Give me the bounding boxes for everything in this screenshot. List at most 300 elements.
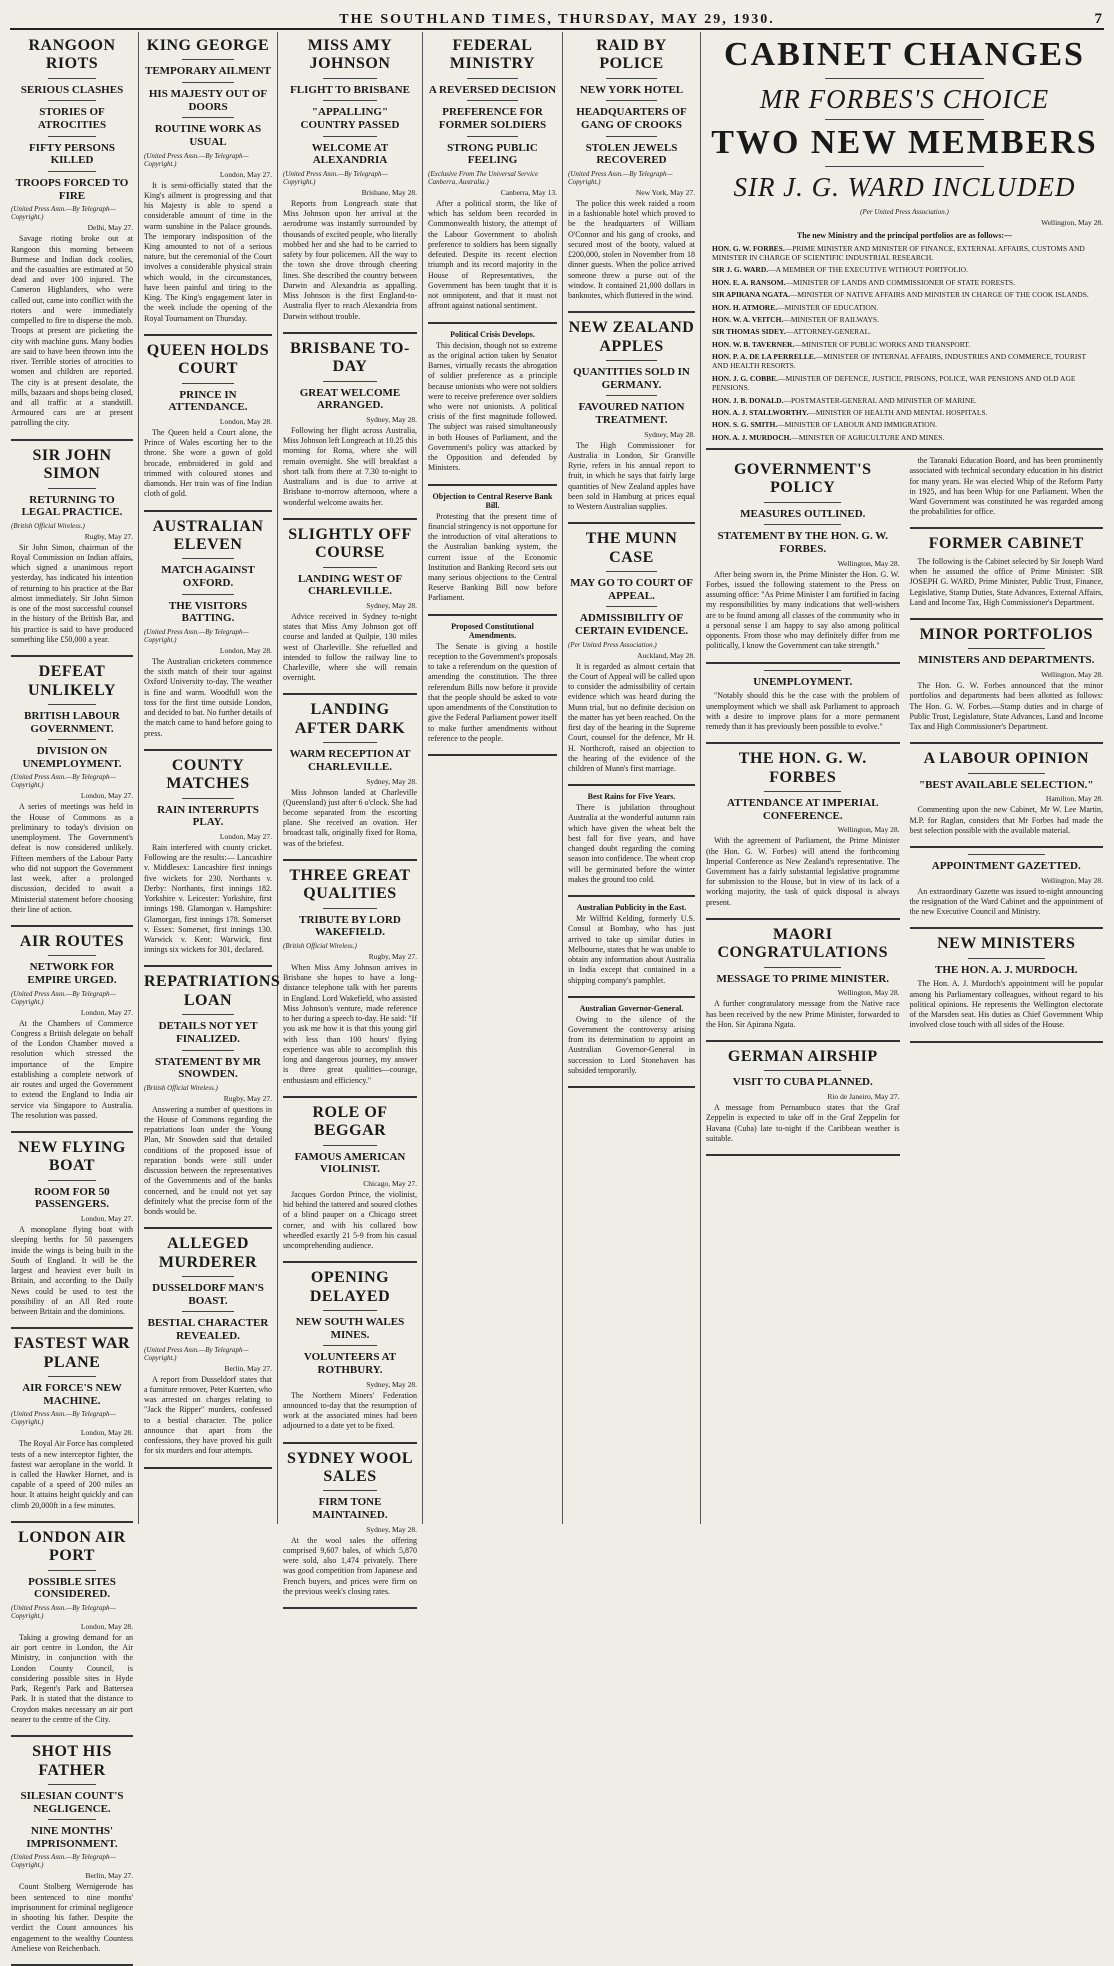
- divider-rule: [323, 908, 377, 909]
- story-dateline: Sydney, May 28.: [366, 600, 417, 610]
- story-deck: NEW SOUTH WALES MINES.: [295, 1316, 405, 1341]
- story-separator: [283, 1442, 417, 1444]
- story-body: Mr Wilfrid Kelding, formerly U.S. Consul at Bombay, who has just arrived to take up similar duties in Melbourne, states that he was unable to obtain any information about Australia in India except that contained in a shipping company's pamphlet.: [568, 914, 695, 985]
- story-deck: FLIGHT TO BRISBANE: [290, 83, 410, 96]
- story-deck: TRIBUTE BY LORD WAKEFIELD.: [299, 913, 401, 939]
- story-dateline: Sydney, May 28.: [644, 429, 695, 439]
- news-story: [706, 926, 900, 1030]
- story-dateline: Wellington, May 28.: [1041, 670, 1103, 680]
- news-story: [283, 867, 417, 1086]
- story-separator: [283, 859, 417, 861]
- story-dateline: Sydney, May 28.: [366, 414, 417, 424]
- story-headline: SHOT HIS FATHER: [32, 1743, 112, 1779]
- column-2: [139, 32, 281, 1524]
- divider-rule: [48, 1180, 97, 1181]
- minister-entry: [706, 327, 1103, 336]
- headline-forbes-choice: MR FORBES'S CHOICE: [759, 84, 1050, 114]
- story-deck: THE VISITORS BATTING.: [168, 599, 248, 625]
- divider-rule: [467, 136, 519, 137]
- story-credit: (United Press Assn.—By Telegraph—Copyright.): [144, 627, 249, 644]
- story-separator: [144, 1467, 272, 1469]
- divider-rule: [467, 78, 519, 79]
- news-story: [706, 750, 900, 908]
- divider-rule: [182, 82, 233, 83]
- news-story: [910, 854, 1104, 917]
- story-separator: [11, 655, 133, 657]
- story-body: A series of meetings was held in the House of Commons as a preliminary to today's division on unemployment. The Government's defeat is now considered unlikely. Fifteen members of the Labour Party who did not support the Government last week, after a prolonged discussion, decided to await a Ministerial statement before choosing their line of action.: [11, 802, 133, 914]
- headline-cabinet-changes: CABINET CHANGES: [724, 36, 1085, 73]
- news-story: [144, 342, 272, 500]
- story-deck: QUANTITIES SOLD IN GERMANY.: [573, 366, 690, 391]
- story-separator: [910, 618, 1104, 620]
- divider-rule: [48, 739, 97, 740]
- news-story: [568, 530, 695, 774]
- divider-rule: [323, 136, 377, 137]
- story-credit: (United Press Assn.—By Telegraph—Copyright.): [11, 989, 116, 1006]
- story-headline: AUSTRALIAN ELEVEN: [152, 517, 264, 553]
- story-deck: POSSIBLE SITES CONSIDERED.: [28, 1575, 116, 1601]
- story-body: The Hon. A. J. Murdoch's appointment will be popular among his Parliamentary colleagues, without regard to his political opinions. He represents the Wellington electorate of the Marsden seat. His duties as Chief Government Whip involved close touch with all sides of the House.: [909, 979, 1103, 1030]
- story-dateline: Auckland, May 28.: [637, 650, 695, 660]
- news-story: [144, 37, 272, 324]
- minister-entry: [706, 352, 1103, 371]
- story-deck: STOLEN JEWELS RECOVERED: [585, 141, 678, 167]
- story-deck: ADMISSIBILITY OF CERTAIN EVIDENCE.: [574, 612, 689, 638]
- story-headline: SLIGHTLY OFF COURSE: [288, 525, 412, 562]
- story-dateline: London, May 27.: [219, 169, 272, 179]
- story-body: It is semi-officially stated that the King's ailment is progressing and that his Majesty is able to spend a considerable amount of time in the warm sunshine in the Palace grounds. The temporary indisposition of the King amounted to not of a serious nature, but the ceremonial of the Court involves a considerable physical strain which would, in the circumstances, have been painful and tiring to the King. The King's engagement later in the week include the opening of the Royal Tournament on Thursday.: [144, 180, 272, 323]
- story-deck: APPOINTMENT GAZETTED.: [931, 859, 1081, 872]
- divider-rule: [323, 381, 377, 382]
- story-separator: [568, 784, 695, 786]
- ministry-list: [706, 244, 1103, 442]
- story-headline: FEDERAL MINISTRY: [449, 37, 536, 73]
- story-headline: ROLE OF BEGGAR: [312, 1103, 388, 1140]
- divider-rule: [606, 395, 657, 396]
- story-body: After being sworn in, the Prime Minister the Hon. G. W. Forbes, issued the following statement to the Press on assuming office: "As Prime Minister I am fortified in facing my responsibilities by many indications that well-wishers are to be found among all classes of the community who in a personal sense I am happy to say also among political opponents. From those who may definitely differ from me politically, I know the Government can take strength.": [706, 569, 900, 651]
- divider-rule: [606, 360, 657, 361]
- story-body: Advice received in Sydney to-night states that Miss Amy Johnson got off course and landed at Quilpie, 130 miles west of Charleville. She refuelled and intended to follow the railway line to Charleville, where she will remain overnight.: [283, 611, 417, 683]
- story-subheading: Australian Governor-General.: [579, 1003, 684, 1013]
- story-separator: [283, 518, 417, 520]
- story-deck: MESSAGE TO PRIME MINISTER.: [716, 972, 890, 985]
- story-separator: [910, 742, 1104, 744]
- divider-rule: [182, 117, 233, 118]
- story-deck: FAMOUS AMERICAN VIOLINIST.: [294, 1150, 406, 1176]
- minister-role: —MINISTER OF RAILWAYS.: [783, 314, 879, 324]
- story-dateline: London, May 27.: [80, 1007, 133, 1017]
- story-separator: [910, 1041, 1104, 1043]
- story-separator: [11, 439, 133, 441]
- minister-role: —POSTMASTER-GENERAL AND MINISTER OF MARINE.: [783, 395, 977, 405]
- story-dateline: London, May 28.: [219, 416, 272, 426]
- minister-role: —MINISTER OF PUBLIC WORKS AND TRANSPORT.: [794, 339, 971, 349]
- story-body: Following her flight across Australia, Miss Johnson left Longreach at 10.25 this morning for Roma, where she will remain overnight. She will breakfast a short talk from there at 7.30 to-night to Australians and is due to arrive at Brisbane to-morrow afternoon, where a wonderful welcome awaits her.: [283, 425, 417, 507]
- story-body: At the wool sales the offering comprised 9,607 bales, of which 5,870 were sold, also 1,474 privately. There was good competition from Japanese and French buyers, and prices were firm on the previous week's closing rates.: [283, 1535, 417, 1596]
- story-deck: SILESIAN COUNT'S NEGLIGENCE.: [20, 1789, 124, 1815]
- minister-role: —MINISTER OF DEFENCE, JUSTICE, PRISONS, POLICE, WAR PENSIONS AND OLD AGE PENSIONS.: [712, 373, 1076, 393]
- story-body: the Taranaki Education Board, and has been prominently associated with technical secondary education in his district for many years. He was elected Whip of the Reform Party in 1925, and has been Whip for one Parliament. When the Ward Government was constituted he was regarded among the probabilities for office.: [909, 456, 1103, 517]
- news-story: [11, 1335, 133, 1511]
- story-deck: STATEMENT BY MR SNOWDEN.: [155, 1055, 261, 1081]
- divider-rule: [323, 742, 377, 743]
- story-deck: DIVISION ON UNEMPLOYMENT.: [22, 745, 122, 770]
- story-separator: [283, 693, 417, 695]
- minister-name: HON. G. W. FORBES.: [712, 243, 785, 253]
- story-deck: GREAT WELCOME ARRANGED.: [299, 386, 401, 412]
- divider-rule: [48, 704, 97, 705]
- news-story: [568, 1004, 695, 1076]
- news-story: [428, 37, 557, 312]
- divider-rule: [606, 100, 657, 101]
- story-deck: PRINCE IN ATTENDANCE.: [168, 388, 248, 414]
- story-separator: [144, 510, 272, 512]
- cabinet-columns: [706, 456, 1103, 1162]
- minister-name: HON. W. B. TAVERNER.: [712, 339, 795, 349]
- minister-entry: [706, 278, 1103, 287]
- story-deck: SERIOUS CLASHES: [20, 83, 124, 96]
- story-headline: RANGOON RIOTS: [28, 37, 116, 73]
- minister-entry: [706, 396, 1103, 405]
- story-body: Savage rioting broke out at Rangoon this morning between Burmese and Indian dock coolies, and the casualties are estimated at 50 dead and over 100 injured. The Cameron Highlanders, who were called out, came into conflict with the rioters and were immediately compelled to fire to disperse the mob. Troops at present are picketing the city with machine guns. Many bodies are said to have been thrown into the river. Terrible stories of atrocities to women and children are reported. The city is at present desolate, the mills, bazaars and shops being closed, and all traffic at a standstill. Armoured cars are at present patrolling the city.: [11, 234, 133, 428]
- story-headline: MISS AMY JOHNSON: [307, 37, 393, 73]
- story-deck: STORIES OF ATROCITIES: [37, 106, 107, 132]
- story-credit: (United Press Assn.—By Telegraph—Copyright.): [144, 151, 249, 168]
- divider-rule: [764, 791, 841, 792]
- masthead: [10, 6, 1104, 30]
- story-body: There is jubilation throughout Australia at the wonderful autumn rain which have given the wheat belt the best fall for five years, and have changed doubt regarding the coming season into confidence. The wheat crop will be germinated before the winter makes the ground too cold.: [568, 803, 695, 884]
- story-deck: UNEMPLOYMENT.: [753, 675, 853, 688]
- news-story: [706, 1048, 900, 1144]
- divider-rule: [182, 1014, 233, 1015]
- story-body: Count Stolberg Wernigerode has been sentenced to nine months' imprisonment for criminal negligence in shooting his father. Despite the verdict the Count announces his engagement to the wealthy Countess Ameliese von Reichenbach.: [11, 1882, 133, 1953]
- story-body: The Australian cricketers commence the sixth match of their tour against Oxford University to-day. The weather is fine and warm. Woodfull won the toss for the first time outside London, and decided to bat. No further details of the match came to hand before going to press.: [144, 656, 272, 738]
- story-credit: (United Press Assn.—By Telegraph—Copyright.): [11, 1410, 116, 1427]
- news-story: [910, 535, 1104, 608]
- story-body: Sir John Simon, chairman of the Royal Commission on Indian affairs, which signed a unanimous report yesterday, has indicated his intention of returning to his practice at the Bar almost immediately. Sir John Simon is one of the most successful counsel in the history of the British Bar, and his practice is said to have produced something like £50,000 a year.: [11, 542, 133, 644]
- story-headline: MINOR PORTFOLIOS: [919, 626, 1093, 644]
- story-headline: LONDON AIR PORT: [18, 1528, 126, 1565]
- news-story: [11, 37, 133, 429]
- story-body: Taking a growing demand for an air port centre in London, the Air Ministry, in conjunction with the London County Council, is considering possible sites in Hyde Park, Regent's Park and Battersea Park. It is stated that the distance to Croydon makes necessary an air port nearer to the centre of the City.: [11, 1633, 133, 1724]
- story-body: The Royal Air Force has completed tests of a new interceptor fighter, the fastest war aeroplane in the world. It is called the Hawker Hornet, and is capable of a speed of 200 miles an hour. It attains height quickly and can climb 20,000ft in a few minutes.: [11, 1439, 133, 1510]
- news-story: [910, 626, 1104, 732]
- story-headline: THREE GREAT QUALITIES: [289, 866, 411, 903]
- story-subheading: Proposed Constitutional Amendments.: [451, 621, 534, 640]
- news-story: [428, 492, 557, 604]
- minister-entry: [706, 265, 1103, 274]
- story-dateline: Rio de Janeiro, May 27.: [827, 1092, 900, 1102]
- divider-rule: [182, 1276, 233, 1277]
- story-subheading: Objection to Central Reserve Bank Bill.: [432, 491, 553, 510]
- story-credit: (Exclusive From The Universal Service Canberra, Australia.): [428, 169, 539, 186]
- story-dateline: Wellington, May 28.: [1041, 875, 1103, 885]
- story-body: A message from Pernambuco states that the Graf Zeppelin is expected to take off in the Graf Zeppelin for Havana (Cuba) late to-night if the Caribbean weather is suitable.: [706, 1103, 900, 1143]
- story-deck: LANDING WEST OF CHARLEVILLE.: [297, 572, 403, 598]
- cabinet-right-column: [910, 456, 1104, 1162]
- story-deck: WELCOME AT ALEXANDRIA: [311, 141, 389, 167]
- news-story: [428, 622, 557, 744]
- minister-name: HON. A. J. STALLWORTHY.: [712, 407, 809, 417]
- story-credit: (Per United Press Association.): [568, 640, 657, 649]
- story-dateline: London, May 28.: [80, 1428, 133, 1438]
- story-deck: WARM RECEPTION AT CHARLEVILLE.: [289, 748, 411, 773]
- story-separator: [428, 484, 557, 486]
- story-separator: [706, 1154, 900, 1156]
- story-separator: [706, 742, 900, 744]
- story-deck: A REVERSED DECISION: [428, 83, 557, 96]
- story-deck: VISIT TO CUBA PLANNED.: [732, 1076, 873, 1089]
- story-body: With the agreement of Parliament, the Prime Minister (the Hon. G. W. Forbes) will attend the forthcoming Imperial Conference as New Zealand's representative. The Government has a fairly substantial legislative programme for submission to the House, but in view of its lack of a working majority, the task of quick disposal is always present.: [706, 836, 900, 907]
- story-separator: [428, 614, 557, 616]
- story-subheading: Political Crisis Develops.: [450, 329, 535, 339]
- story-dateline: Chicago, May 27.: [363, 1178, 417, 1188]
- story-separator: [706, 1040, 900, 1042]
- divider-rule: [48, 488, 97, 489]
- news-story: [283, 1450, 417, 1597]
- story-body: An extraordinary Gazette was issued to-night announcing the resignation of the Ward Cabinet and the appointment of the new Executive Council and Ministry.: [909, 886, 1103, 917]
- story-credit: (British Official Wireless.): [11, 521, 85, 530]
- minister-name: HON. J. B. DONALD.: [712, 395, 784, 405]
- story-body: The Queen held a Court alone, the Prince of Wales escorting her to the throne. She wore a gown of gold brocade, embroidered in gold and trimmed with coloured stones and diamonds. Her train was of fine Indian cloth of gold.: [144, 427, 272, 499]
- story-headline: LANDING AFTER DARK: [294, 701, 406, 737]
- story-separator: [910, 927, 1104, 929]
- story-separator: [144, 749, 272, 751]
- story-deck: VOLUNTEERS AT ROTHBURY.: [303, 1351, 397, 1376]
- story-headline: GERMAN AIRSHIP: [727, 1048, 878, 1066]
- story-dateline: New York, May 27.: [635, 187, 695, 197]
- news-story: [568, 37, 695, 301]
- divider-rule: [968, 773, 1045, 774]
- story-headline: DEFEAT UNLIKELY: [28, 663, 116, 699]
- minister-role: —MINISTER OF AGRICULTURE AND MINES.: [791, 432, 945, 442]
- story-dateline: Rugby, May 27.: [84, 531, 133, 541]
- story-body: Reports from Longreach state that Miss Johnson upon her arrival at the aerodrome was instantly surrounded by thousands of excited people, who literally mobbed her and she had to be carried to safety by four policemen. All the way to the town she drove through cheering lines. She described the country between Darwin and Alexandria as appalling. Miss Johnson is the first England-to-Australia flyer to reach Alexandria from Darwin without trouble.: [283, 198, 417, 321]
- divider-rule: [182, 558, 233, 559]
- minister-role: —MINISTER OF HEALTH AND MENTAL HOSPITALS.: [808, 407, 988, 417]
- story-credit: (United Press Assn.—By Telegraph—Copyright.): [144, 1345, 249, 1362]
- story-separator: [428, 322, 557, 324]
- story-dateline: Berlin, May 27.: [85, 1871, 133, 1881]
- story-separator: [11, 1327, 133, 1329]
- news-story: [568, 792, 695, 885]
- story-dateline: London, May 27.: [219, 831, 272, 841]
- story-credit: (British Official Wireless.): [144, 1083, 218, 1092]
- minister-entry: [706, 290, 1103, 299]
- story-separator: [11, 1131, 133, 1133]
- divider-rule: [467, 100, 519, 101]
- story-headline: BRISBANE TO-DAY: [290, 339, 410, 376]
- story-body: Commenting upon the new Cabinet, Mr W. Lee Martin, M.P. for Raglan, considers that Mr Forbes had made the best selection possible with the available material.: [909, 805, 1103, 835]
- story-deck: MAY GO TO COURT OF APPEAL.: [570, 577, 693, 602]
- story-deck: ROUTINE WORK AS USUAL: [154, 123, 262, 148]
- divider-rule: [48, 1376, 97, 1377]
- news-story: [568, 903, 695, 986]
- story-deck: NEW YORK HOTEL: [579, 83, 684, 96]
- divider-rule: [968, 648, 1045, 649]
- minister-role: —ATTORNEY-GENERAL.: [785, 327, 872, 337]
- column-1: [6, 32, 139, 1953]
- news-story: [144, 973, 281, 1217]
- story-deck: STATEMENT BY THE HON. G. W. FORBES.: [717, 530, 889, 556]
- story-credit: (United Press Assn.—By Telegraph—Copyright.): [11, 1604, 116, 1620]
- story-dateline: Wellington, May 28.: [837, 825, 900, 835]
- story-body: After a political storm, the like of which has seldom been recorded in Commonwealth history, the attempt of the Labour Government to abolish preference to soldiers has been signally defeated. Despite its recent election triumph and its record majority in the House of Representatives, the Government has been taught that it is not omnipotent, and that it must not affront against national sentiment.: [428, 198, 557, 311]
- minister-entry: [706, 408, 1103, 417]
- story-credit: (United Press Assn.—By Telegraph—Copyright.): [11, 1853, 116, 1870]
- story-body: When Miss Amy Johnson arrives in Brisbane she hopes to have a long-distance telephone talk with her parents in England. Lord Wakefield, who assisted Miss Johnson's venture, made reference to her during a speech to-day. He said: "If you ask me how it is that this young girl with less than 100 hours' flying experience was able to accomplish this long and dangerous journey, my answer is three great qualities—courage, enthusiasm and efficiency.": [283, 962, 417, 1085]
- story-separator: [11, 1521, 133, 1523]
- story-deck: FAVOURED NATION TREATMENT.: [578, 401, 685, 427]
- story-deck: FIFTY PERSONS KILLED: [28, 141, 116, 167]
- divider-rule: [764, 967, 841, 968]
- minister-name: SIR THOMAS SIDEY.: [712, 327, 786, 337]
- story-headline: NEW FLYING BOAT: [18, 1139, 126, 1175]
- news-story: [910, 456, 1104, 517]
- story-credit: (United Press Assn.—By Telegraph—Copyright.): [11, 205, 116, 222]
- news-story: [144, 757, 272, 956]
- story-deck: DUSSELDORF MAN'S BOAST.: [152, 1282, 264, 1307]
- divider-rule: [48, 78, 97, 79]
- column-4: [423, 32, 563, 1524]
- news-story: [11, 933, 133, 1121]
- story-body: Protesting that the present time of financial stringency is not opportune for the introduction of vital alterations to the Australian banking system, the current issue of the Economic Institution and Banking Record sets out many serious objections to the Central Reserve Banking Bill now before Parliament.: [428, 511, 557, 603]
- minister-name: HON. P. A. DE LA PERRELLE.: [712, 352, 816, 362]
- divider-rule: [968, 958, 1045, 959]
- story-separator: [706, 918, 900, 920]
- story-body: Answering a number of questions in the House of Commons regarding the repatriations loan under the Young Plan, Mr Snowden said that detailed conditions of the proposed issue of reparation bonds were still under discussion between the representatives of the Governments and of the banks concerned, and he could not yet say definitely what the precise form of the bonds would be.: [144, 1104, 272, 1217]
- story-body: Miss Johnson landed at Charleville (Queensland) just after 6 o'clock. She had become separated from the escorting plane. She received an ovation. Her broadcast talk, originally fixed for Roma, was of the briefest.: [283, 787, 417, 848]
- cabinet-credit: (Per United Press Association.): [860, 207, 949, 216]
- story-headline: COUNTY MATCHES: [166, 756, 250, 793]
- story-dateline: Brisbane, May 28.: [361, 187, 417, 197]
- story-credit: (United Press Assn.—By Telegraph—Copyright.): [568, 169, 673, 186]
- news-story: [910, 750, 1104, 836]
- story-headline: SYDNEY WOOL SALES: [287, 1449, 413, 1485]
- story-headline: FASTEST WAR PLANE: [13, 1335, 131, 1371]
- minister-role: —MINISTER OF NATIVE AFFAIRS AND MINISTER IN CHARGE OF THE COOK ISLANDS.: [789, 290, 1089, 300]
- story-headline: MAORI CONGRATULATIONS: [717, 925, 888, 962]
- story-separator: [706, 662, 900, 664]
- story-headline: RAID BY POLICE: [596, 37, 667, 73]
- divider-rule: [606, 606, 657, 607]
- story-headline: A LABOUR OPINION: [923, 750, 1089, 768]
- story-deck: RETURNING TO LEGAL PRACTICE.: [21, 493, 123, 519]
- divider-rule: [48, 955, 97, 956]
- story-body: The police this week raided a room in a fashionable hotel which proved to be the headquarters of William O'Connor and his gang of crooks, and secured most of the booty, valued at £200,000, stolen in November from 18 dinner guests. When the police arrived someone threw a purse out of the window. It contained 21,000 dollars in banknotes, which fluttered in the wind.: [568, 198, 695, 301]
- story-body: A further congratulatory message from the Native race has been received by the new Prime Minister, forwarded to the Hon. Sir Apirana Ngata.: [706, 999, 900, 1029]
- minister-role: —MINISTER OF LABOUR AND IMMIGRATION.: [777, 420, 938, 430]
- news-story: [283, 340, 417, 508]
- news-story: [428, 330, 557, 474]
- divider-rule: [323, 1145, 377, 1146]
- story-dateline: Berlin, May 27.: [224, 1363, 272, 1373]
- story-deck: MEASURES OUTLINED.: [740, 507, 866, 520]
- story-headline: QUEEN HOLDS COURT: [146, 341, 270, 378]
- headline-two-new-members: TWO NEW MEMBERS: [711, 124, 1098, 162]
- divider-rule: [323, 1345, 377, 1346]
- story-deck: NETWORK FOR EMPIRE URGED.: [27, 961, 117, 987]
- news-story: [568, 319, 695, 512]
- divider-rule: [48, 1819, 97, 1820]
- story-body: A report from Dusseldorf states that a furniture remover, Peter Kuerten, who was arrested on charges relating to "Jack the Ripper" murders, confessed to a bestial character. The police announce that apart from the confessions, they have proved his guilt for six murders and four attempts.: [144, 1374, 272, 1456]
- newspaper-title: THE SOUTHLAND TIMES, THURSDAY, MAY 29, 1930.: [339, 12, 775, 27]
- story-separator: [283, 1607, 417, 1609]
- story-deck: "BEST AVAILABLE SELECTION.": [918, 778, 1094, 791]
- story-deck: BESTIAL CHARACTER REVEALED.: [147, 1317, 269, 1343]
- story-headline: FORMER CABINET: [928, 535, 1084, 553]
- story-separator: [283, 1261, 417, 1263]
- story-dateline: Wellington, May 28.: [837, 558, 900, 568]
- story-separator: [144, 334, 272, 336]
- story-body: The Senate is giving a hostile reception to the Government's proposals to take a referendum on the question of amending the constitution. The three referendum Bills now before it provide that the people should be asked to vote upon amendments of the Constitution to give the Federal Parliament power itself to make further amendments without reference to the people.: [428, 641, 557, 743]
- column-5: [563, 32, 701, 1524]
- story-headline: THE HON. G. W. FORBES: [738, 750, 867, 786]
- news-story: [283, 1104, 417, 1251]
- story-dateline: Sydney, May 28.: [366, 776, 417, 786]
- divider-rule: [48, 1784, 97, 1785]
- story-separator: [568, 311, 695, 313]
- story-separator: [910, 846, 1104, 848]
- story-separator: [910, 527, 1104, 529]
- divider-rule: [182, 798, 233, 799]
- story-deck: THE HON. A. J. MURDOCH.: [935, 963, 1078, 976]
- divider-rule: [182, 1311, 233, 1312]
- divider-rule: [606, 136, 657, 137]
- story-separator: [144, 1227, 272, 1229]
- story-headline: THE MUNN CASE: [585, 530, 678, 566]
- story-dateline: Rugby, May 27.: [223, 1093, 272, 1103]
- story-deck: MINISTERS AND DEPARTMENTS.: [918, 654, 1095, 667]
- story-credit: (United Press Assn.—By Telegraph—Copyright.): [283, 169, 388, 186]
- divider-rule: [323, 78, 377, 79]
- cabinet-dateline: Wellington, May 28.: [1041, 217, 1103, 227]
- minister-entry: [706, 420, 1103, 429]
- news-story: [11, 1139, 133, 1317]
- story-deck: STRONG PUBLIC FEELING: [447, 141, 538, 167]
- story-deck: HIS MAJESTY OUT OF DOORS: [148, 88, 268, 113]
- news-story: [11, 447, 133, 645]
- story-separator: [568, 522, 695, 524]
- minister-entry: [706, 433, 1103, 442]
- divider-rule: [968, 854, 1045, 855]
- story-body: The Hon. G. W. Forbes announced that the minor portfolios and departments had been allotted as follows: The Hon. G. W. Forbes.—Stamp duties and in charge of Public Trust, Legislature, State Advances, Land and Income Tax and High Commissioner's Department.: [909, 681, 1103, 731]
- story-headline: ALLEGED MURDERER: [158, 1235, 258, 1271]
- story-body: This decision, though not so extreme as the original action taken by Senator Barnes, virtually recasts the abrogation of soldier preference as a principle because unionists who were not soldiers were to receive preference over soldiers who were not unionists. A political crisis of the first magnitude followed. The subject was raised simultaneously in both Houses of Parliament, and the Government's policy was attacked by the Opposition and defended by Ministers.: [428, 340, 557, 473]
- minister-entry: [706, 244, 1103, 263]
- story-deck: "APPALLING" COUNTRY PASSED: [300, 106, 400, 132]
- story-headline: REPATRIATIONS LOAN: [144, 973, 281, 1009]
- story-dateline: Canberra, May 13.: [500, 187, 557, 197]
- minister-name: HON. W. A. VEITCH.: [712, 314, 784, 324]
- divider-rule: [764, 670, 841, 671]
- story-deck: NINE MONTHS' IMPRISONMENT.: [26, 1825, 118, 1850]
- story-dateline: London, May 28.: [219, 645, 272, 655]
- divider-rule: [48, 100, 97, 101]
- page-number: 7: [1094, 11, 1104, 27]
- story-body: The Northern Miners' Federation announced to-day that the resumption of work at the associated mines had been adjourned to a date yet to be fixed.: [283, 1390, 417, 1431]
- news-story: [706, 461, 900, 652]
- minister-role: —MINISTER OF LANDS AND COMMISSIONER OF STATE FORESTS.: [785, 277, 1015, 287]
- story-body: A monoplane flying boat with sleeping berths for 50 passengers inside the wings is being built in the South of England. It will be the largest and heaviest ever built in Britain, and according to the Daily News could be used to test the possibility of an All Red route between Britain and the dominions.: [11, 1225, 133, 1316]
- story-deck: AIR FORCE'S NEW MACHINE.: [22, 1382, 122, 1407]
- story-credit: (British Official Wireless.): [283, 941, 357, 950]
- story-body: Owing to the silence of the Government the controversy arising from its determination to appoint an Australian Governor-General in succession to Lord Stonehaven has subsided temporarily.: [568, 1014, 695, 1075]
- news-story: [144, 518, 272, 739]
- story-deck: TROOPS FORCED TO FIRE: [15, 176, 129, 202]
- story-body: At the Chambers of Commerce Congress a British delegate on behalf of the London Chamber moved a resolution which stressed the importance of the Empire establishing a complete network of air routes and urged the Government to extend the England to India air service via Singapore to Australia. The resolution was passed.: [11, 1018, 133, 1120]
- minister-name: HON. J. G. COBBE.: [712, 373, 779, 383]
